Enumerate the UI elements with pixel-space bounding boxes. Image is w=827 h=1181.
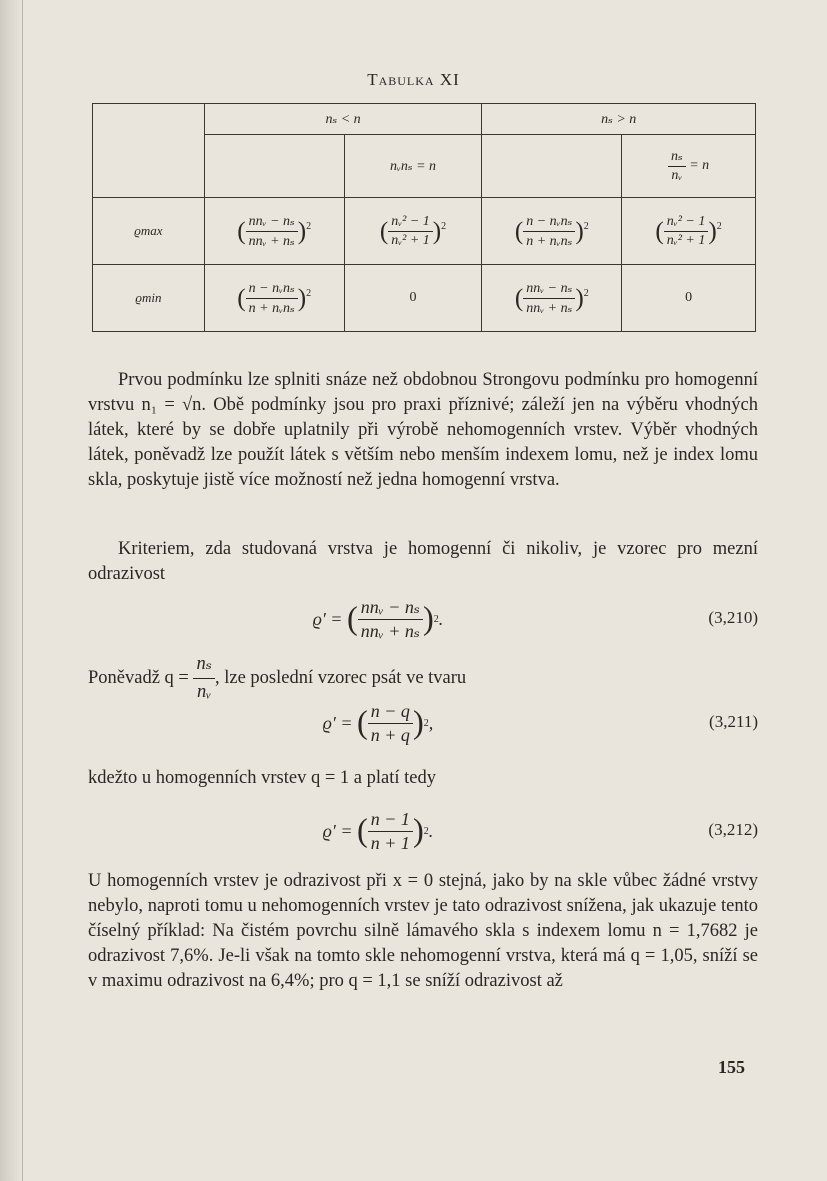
equation-number: (3,210) bbox=[708, 608, 758, 627]
cell-min-4: 0 bbox=[622, 265, 756, 332]
table-title: Tabulka XI bbox=[367, 70, 460, 89]
equation-number: (3,211) bbox=[709, 712, 758, 731]
subheader-nvns-eq-n: nᵥnₛ = n bbox=[344, 135, 482, 198]
cell-min-3: ( $\frac{\text{nnᵥ − nₛ}}{\text{nnᵥ + nₛ}}$ )$^2$ bbox=[482, 265, 622, 332]
row-label-rho-max: ϱmax bbox=[93, 198, 205, 265]
header-ns-greater-n: nₛ > n bbox=[482, 104, 756, 135]
table-corner bbox=[93, 104, 205, 198]
page-edge bbox=[0, 0, 23, 1181]
equation-3-212: ϱ′ = ( $\frac{n - 1}{n + 1}$ ) 2 . (3,212) bbox=[322, 808, 758, 853]
equation-3-210: ϱ′ = ( $\frac{\text{nnᵥ − nₛ}}{\text{nnᵥ + nₛ}}$ ) 2 . (3,210) bbox=[312, 596, 758, 641]
cell-min-1: ( $\frac{\text{n − nᵥnₛ}}{\text{n + nᵥnₛ}}$ )$^2$ bbox=[204, 265, 344, 332]
paragraph-3: Poněvadž q = $\frac{\text{nₛ}}{\text{nᵥ}}$ , lze poslední vzorec psát ve tvaru bbox=[88, 654, 467, 702]
paragraph-5: U homogenních vrstev je odrazivost při x = 0 stejná, jako by na skle vůbec žádné vrstvy nebylo, naproti tomu u nehomogenních vrstev je tato odrazivost snížena, jak ukazuje tento číselný příklad: Na čistém povrchu silně lámavého skla s indexem lomu n = 1,7682 je odrazivost 7,6%. Je-li však na tomto skle nehomogenní vrstva, která má q = 1,05, sníží se v maximu odrazivost na 6,4%; pro q = 1,1 se sníží odrazivost až bbox=[88, 871, 758, 991]
cell-max-3: ( $\frac{\text{n − nᵥnₛ}}{\text{n + nᵥnₛ}}$ )$^2$ bbox=[482, 198, 622, 265]
subheader-empty-right bbox=[482, 135, 622, 198]
page-number: 155 bbox=[718, 1057, 745, 1077]
paragraph-2: Kriteriem, zda studovaná vrstva je homogenní či nikoliv, je vzorec pro mezní odrazivost bbox=[88, 539, 758, 584]
cell-max-2: ( $\frac{\text{nᵥ² − 1}}{\text{nᵥ² + 1}}$ )$^2$ bbox=[344, 198, 482, 265]
header-ns-less-n: nₛ < n bbox=[204, 104, 482, 135]
cell-min-2: 0 bbox=[344, 265, 482, 332]
subheader-empty-left bbox=[204, 135, 344, 198]
cell-max-4: ( $\frac{\text{nᵥ² − 1}}{\text{nᵥ² + 1}}$ )$^2$ bbox=[622, 198, 756, 265]
equation-number: (3,212) bbox=[708, 820, 758, 839]
row-label-rho-min: ϱmin bbox=[93, 265, 205, 332]
subheader-ns-over-nv-eq-n: $\frac{\text{nₛ}}{\text{nᵥ}}$ = n bbox=[622, 135, 756, 198]
paragraph-1: Prvou podmínku lze splniti snáze než obdobnou Strongovu podmínku pro homogenní vrstvu n₁ = √n. Obě podmínky jsou pro praxi příznivé; záleží jen na výběru vhodných látek, které by se dobře uplatnily při výrobě nehomogenních vrstev. Výběr vhodných látek, poněvadž lze použít látek s větším nebo menším indexem lomu, než je index lomu skla, poskytuje jistě více možností než jedna homogenní vrstva. bbox=[88, 370, 758, 490]
cell-max-1: ( $\frac{\text{nnᵥ − nₛ}}{\text{nnᵥ + nₛ}}$ )$^2$ bbox=[204, 198, 344, 265]
table-xi bbox=[92, 103, 756, 332]
paragraph-4: kdežto u homogenních vrstev q = 1 a platí tedy bbox=[88, 768, 436, 788]
equation-3-211: ϱ′ = ( $\frac{n - q}{n + q}$ ) 2 , (3,211) bbox=[322, 700, 758, 745]
